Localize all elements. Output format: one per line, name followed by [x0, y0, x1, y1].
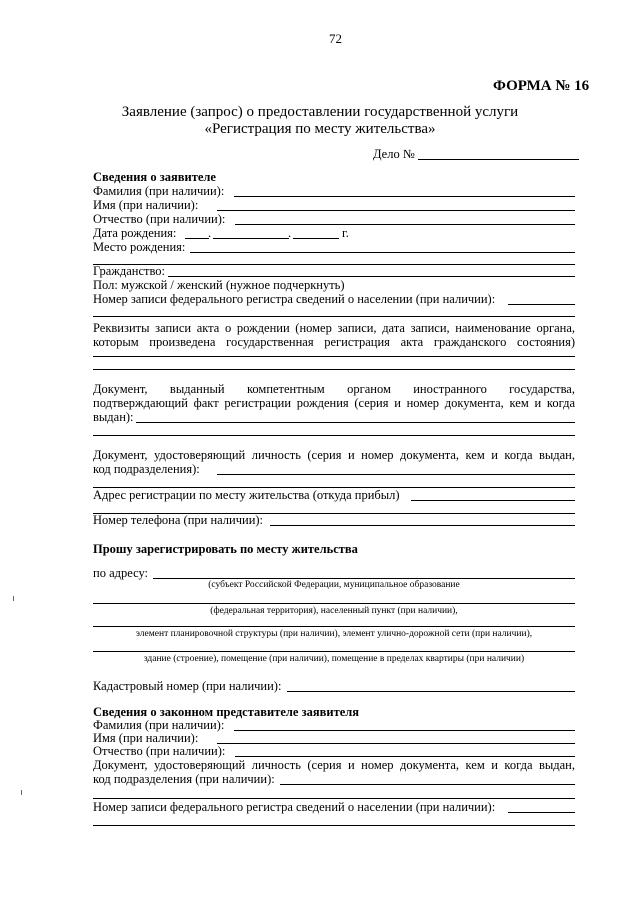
cadastral-label: Кадастровый номер (при наличии): [93, 679, 282, 693]
cadastral-field[interactable] [287, 691, 575, 692]
rep-federal-register-field-continued[interactable] [93, 825, 575, 826]
birth-act-field[interactable] [93, 356, 575, 357]
birth-act-field[interactable] [93, 369, 575, 370]
address-hint-1: (субъект Российской Федерации, муниципальное образование [208, 580, 460, 590]
patronymic-label: Отчество (при наличии): [93, 212, 226, 226]
citizenship-label: Гражданство: [93, 264, 166, 278]
case-number-field[interactable] [418, 159, 579, 160]
address-field-1[interactable] [153, 578, 575, 579]
birth-act-line-1: Реквизиты записи акта о рождении (номер записи, дата записи, наименование органа, [93, 321, 575, 335]
birth-date-label: Дата рождения: [93, 226, 177, 240]
rep-surname-field[interactable] [234, 730, 575, 731]
birth-month-field[interactable] [213, 238, 289, 239]
scan-speck [21, 790, 22, 795]
birth-act-line-2: которым произведена государственная регистрация акта гражданского состояния) [93, 335, 575, 349]
address-label: по адресу: [93, 566, 149, 580]
identity-doc-line-1: Документ, удостоверяющий личность (серия и номер документа, кем и когда выдан, [93, 448, 575, 462]
federal-register-field-continued[interactable] [93, 316, 575, 317]
federal-register-field[interactable] [508, 304, 575, 305]
form-number: ФОРМА № 16 [493, 78, 590, 94]
birth-date-year-suffix: г. [342, 226, 349, 240]
address-field-3[interactable] [93, 626, 575, 627]
foreign-doc-field[interactable] [136, 422, 575, 423]
foreign-doc-field[interactable] [93, 435, 575, 436]
scan-speck [13, 596, 14, 601]
sex-label[interactable]: Пол: мужской / женский (нужное подчеркнуть) [93, 278, 345, 292]
birth-year-field[interactable] [293, 238, 339, 239]
case-number-label: Дело № [373, 147, 415, 161]
rep-surname-label: Фамилия (при наличии): [93, 718, 225, 732]
address-hint-3: элемент планировочной структуры (при наличии), элемент улично-дорожной сети (при наличии), [135, 629, 533, 639]
rep-name-label: Имя (при наличии): [93, 731, 199, 745]
representative-heading: Сведения о законном представителе заявителя [93, 705, 360, 719]
birth-date-separator: . [208, 226, 212, 240]
citizenship-field[interactable] [168, 276, 575, 277]
foreign-doc-line-2: подтверждающий факт регистрации рождения (серия и номер документа, кем и когда [93, 396, 575, 410]
federal-register-label: Номер записи федерального регистра сведений о населении (при наличии): [93, 292, 496, 306]
surname-label: Фамилия (при наличии): [93, 184, 225, 198]
title-line-1: Заявление (запрос) о предоставлении государственной услуги [121, 104, 519, 120]
rep-federal-register-field[interactable] [508, 812, 575, 813]
patronymic-field[interactable] [235, 224, 575, 225]
request-heading: Прошу зарегистрировать по месту жительства [93, 542, 358, 556]
rep-identity-doc-line-1: Документ, удостоверяющий личность (серия и номер документа, кем и когда выдан, [93, 758, 575, 772]
birth-date-separator: . [288, 226, 292, 240]
rep-identity-doc-field[interactable] [280, 784, 575, 785]
identity-doc-field[interactable] [217, 474, 575, 475]
phone-field[interactable] [270, 525, 575, 526]
birth-day-field[interactable] [185, 238, 209, 239]
birth-place-field[interactable] [190, 252, 575, 253]
rep-patronymic-field[interactable] [235, 756, 575, 757]
address-field-2[interactable] [93, 603, 575, 604]
name-label: Имя (при наличии): [93, 198, 199, 212]
applicant-heading: Сведения о заявителе [93, 170, 216, 184]
birth-place-field-continued[interactable] [93, 264, 575, 265]
surname-field[interactable] [234, 196, 575, 197]
birth-place-label: Место рождения: [93, 240, 186, 254]
rep-patronymic-label: Отчество (при наличии): [93, 744, 226, 758]
title-line-2: «Регистрация по месту жительства» [204, 121, 436, 137]
rep-identity-doc-line-2: код подразделения (при наличии): [93, 772, 275, 786]
page-number: 72 [329, 31, 342, 46]
name-field[interactable] [217, 210, 575, 211]
address-hint-2: (федеральная территория), населенный пункт (при наличии), [210, 606, 458, 616]
rep-name-field[interactable] [217, 743, 575, 744]
foreign-doc-line-3: выдан): [93, 410, 134, 424]
identity-doc-line-2: код подразделения): [93, 462, 200, 476]
rep-federal-register-label: Номер записи федерального регистра сведений о населении (при наличии): [93, 800, 496, 814]
foreign-doc-line-1: Документ, выданный компетентным органом иностранного государства, [93, 382, 575, 396]
address-field-4[interactable] [93, 651, 575, 652]
prev-address-label: Адрес регистрации по месту жительства (откуда прибыл) [93, 488, 400, 502]
address-hint-4: здание (строение), помещение (при наличии), помещение в пределах квартиры (при наличии) [143, 654, 525, 664]
rep-identity-doc-field-continued[interactable] [93, 798, 575, 799]
phone-label: Номер телефона (при наличии): [93, 513, 264, 527]
prev-address-field[interactable] [411, 500, 575, 501]
